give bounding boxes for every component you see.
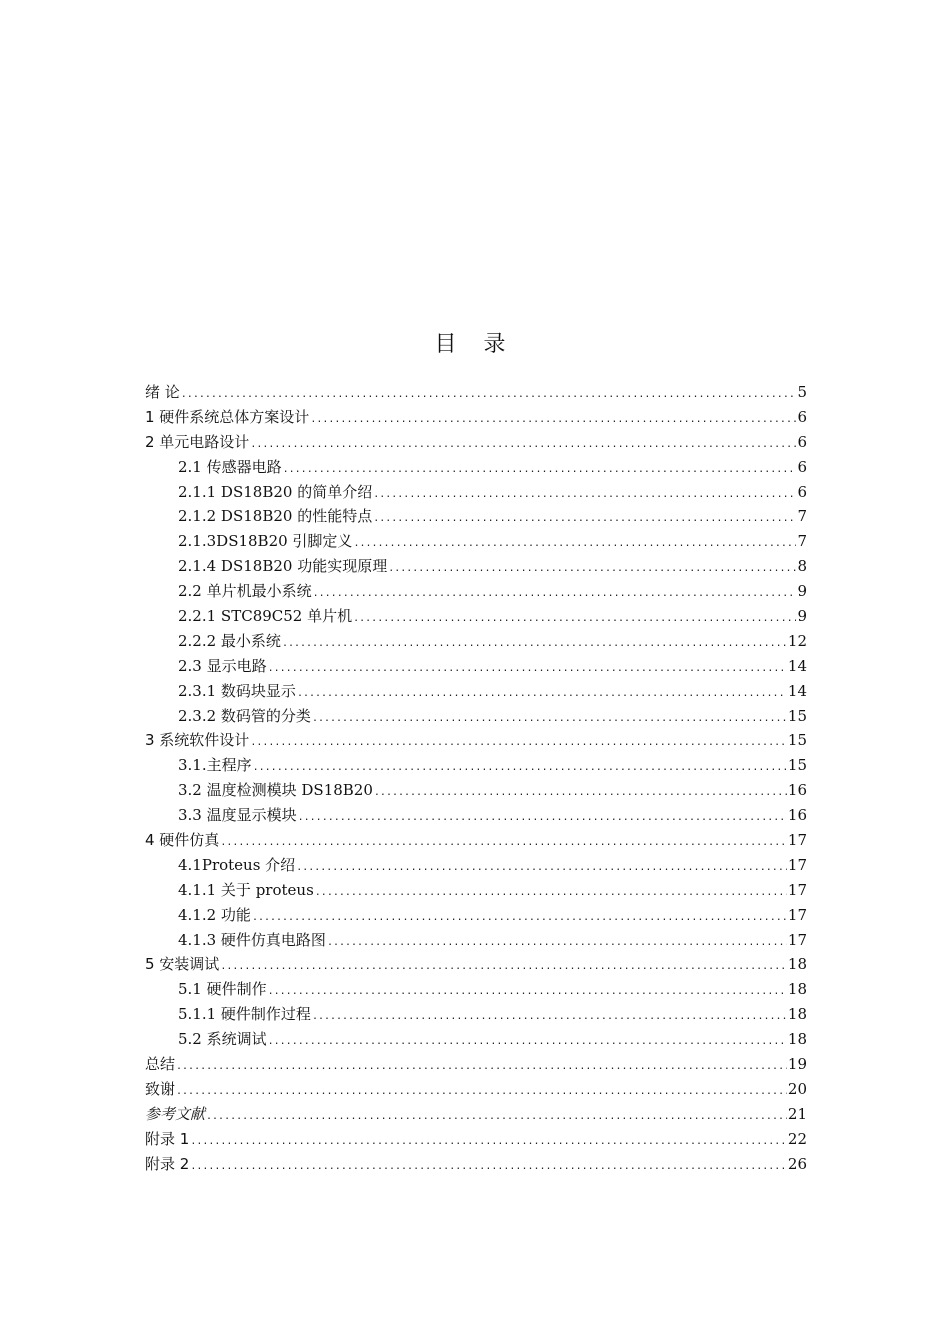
toc-entry-label: 附录 2 bbox=[145, 1154, 190, 1173]
toc-entry[interactable] bbox=[145, 654, 807, 679]
toc-entry[interactable] bbox=[145, 604, 807, 629]
table-of-contents bbox=[145, 380, 807, 1177]
toc-entry[interactable] bbox=[145, 405, 807, 430]
toc-entry[interactable] bbox=[145, 928, 807, 953]
toc-entry-label: 2.3.1 数码块显示 bbox=[178, 681, 296, 700]
toc-entry-page-number: 18 bbox=[787, 1030, 807, 1049]
toc-entry-page-number: 19 bbox=[787, 1055, 807, 1074]
toc-entry-page-number: 17 bbox=[787, 905, 807, 924]
dot-leader bbox=[190, 1155, 787, 1180]
toc-entry-page-number: 26 bbox=[787, 1154, 807, 1173]
dot-leader bbox=[220, 831, 787, 856]
dot-leader bbox=[297, 682, 787, 707]
toc-entry-label: 5 安装调试 bbox=[145, 955, 220, 974]
toc-entry[interactable] bbox=[145, 903, 807, 928]
toc-entry[interactable] bbox=[145, 803, 807, 828]
toc-entry-page-number: 6 bbox=[797, 407, 807, 426]
toc-entry-page-number: 5 bbox=[797, 383, 807, 401]
dot-leader bbox=[296, 856, 787, 881]
toc-entry-page-number: 22 bbox=[787, 1129, 807, 1148]
toc-entry[interactable] bbox=[145, 1102, 807, 1127]
toc-entry[interactable] bbox=[145, 828, 807, 853]
dot-leader bbox=[252, 906, 787, 931]
toc-entry[interactable] bbox=[145, 480, 807, 505]
dot-leader bbox=[282, 632, 787, 657]
toc-entry-page-number: 18 bbox=[787, 955, 807, 974]
dot-leader bbox=[250, 433, 796, 458]
toc-entry-label: 4.1Proteus 介绍 bbox=[178, 855, 296, 874]
toc-entry[interactable] bbox=[145, 679, 807, 704]
toc-entry-label: 2.1.2 DS18B20 的性能特点 bbox=[178, 507, 373, 526]
toc-entry-page-number: 17 bbox=[787, 880, 807, 899]
toc-title: 目 录 bbox=[434, 332, 516, 357]
dot-leader bbox=[373, 483, 796, 508]
dot-leader bbox=[313, 582, 797, 607]
toc-entry-label: 3.1.主程序 bbox=[178, 756, 252, 775]
dot-leader bbox=[374, 781, 787, 806]
toc-entry-label: 1 硬件系统总体方案设计 bbox=[145, 407, 310, 426]
toc-entry-label: 3.3 温度显示模块 bbox=[178, 806, 297, 825]
dot-leader bbox=[353, 532, 796, 557]
toc-entry[interactable] bbox=[145, 455, 807, 480]
toc-entry[interactable] bbox=[145, 380, 807, 405]
toc-entry-label: 4 硬件仿真 bbox=[145, 831, 220, 850]
toc-entry-label: 5.1.1 硬件制作过程 bbox=[178, 1005, 311, 1024]
dot-leader bbox=[373, 507, 796, 532]
dot-leader bbox=[176, 1055, 787, 1080]
dot-leader bbox=[298, 806, 787, 831]
toc-entry-label: 致谢 bbox=[145, 1079, 176, 1098]
dot-leader bbox=[220, 955, 787, 980]
toc-entry-page-number: 15 bbox=[787, 756, 807, 775]
toc-entry-label: 总结 bbox=[145, 1055, 176, 1074]
toc-entry[interactable] bbox=[145, 728, 807, 753]
dot-leader bbox=[176, 1080, 787, 1105]
toc-entry-page-number: 9 bbox=[797, 582, 807, 601]
toc-entry-page-number: 18 bbox=[787, 1005, 807, 1024]
toc-entry[interactable] bbox=[145, 554, 807, 579]
dot-leader bbox=[268, 657, 787, 682]
dot-leader bbox=[250, 731, 787, 756]
toc-entry[interactable] bbox=[145, 704, 807, 729]
dot-leader bbox=[268, 980, 787, 1005]
toc-entry-page-number: 15 bbox=[787, 706, 807, 725]
toc-entry-page-number: 6 bbox=[797, 482, 807, 501]
toc-entry-label: 2 单元电路设计 bbox=[145, 432, 250, 451]
toc-entry[interactable] bbox=[145, 778, 807, 803]
toc-entry[interactable] bbox=[145, 1127, 807, 1152]
toc-entry-label: 2.3 显示电路 bbox=[178, 656, 267, 675]
dot-leader bbox=[268, 1030, 787, 1055]
toc-entry-page-number: 16 bbox=[787, 806, 807, 825]
toc-entry-label: 2.2 单片机最小系统 bbox=[178, 582, 312, 601]
toc-entry[interactable] bbox=[145, 1002, 807, 1027]
toc-entry[interactable] bbox=[145, 1077, 807, 1102]
toc-entry-page-number: 17 bbox=[787, 930, 807, 949]
toc-entry[interactable] bbox=[145, 853, 807, 878]
toc-entry-label: 5.1 硬件制作 bbox=[178, 980, 267, 999]
toc-entry[interactable] bbox=[145, 1052, 807, 1077]
toc-entry[interactable] bbox=[145, 952, 807, 977]
toc-entry-label: 2.1.3DS18B20 引脚定义 bbox=[178, 532, 353, 551]
toc-entry[interactable] bbox=[145, 753, 807, 778]
toc-entry-page-number: 6 bbox=[797, 457, 807, 476]
dot-leader bbox=[190, 1130, 787, 1155]
dot-leader bbox=[353, 607, 796, 632]
toc-entry-page-number: 15 bbox=[787, 731, 807, 750]
toc-entry-label: 4.1.3 硬件仿真电路图 bbox=[178, 930, 326, 949]
toc-entry-label: 2.1 传感器电路 bbox=[178, 457, 282, 476]
toc-entry[interactable] bbox=[145, 878, 807, 903]
toc-entry-page-number: 8 bbox=[797, 557, 807, 576]
toc-entry-label: 2.3.2 数码管的分类 bbox=[178, 706, 311, 725]
toc-entry[interactable] bbox=[145, 504, 807, 529]
toc-entry[interactable] bbox=[145, 430, 807, 455]
toc-entry-page-number: 6 bbox=[797, 432, 807, 451]
toc-entry-page-number: 9 bbox=[797, 607, 807, 626]
toc-entry-label: 2.1.4 DS18B20 功能实现原理 bbox=[178, 557, 388, 576]
toc-entry-label: 附录 1 bbox=[145, 1129, 190, 1148]
toc-entry[interactable] bbox=[145, 1027, 807, 1052]
dot-leader bbox=[310, 408, 796, 433]
toc-entry-label: 参考文献 bbox=[145, 1104, 206, 1123]
toc-entry-label: 3 系统软件设计 bbox=[145, 731, 250, 750]
toc-entry[interactable] bbox=[145, 529, 807, 554]
toc-entry[interactable] bbox=[145, 977, 807, 1002]
toc-entry-label: 5.2 系统调试 bbox=[178, 1030, 267, 1049]
toc-entry-page-number: 14 bbox=[787, 656, 807, 675]
toc-entry[interactable] bbox=[145, 629, 807, 654]
toc-entry-page-number: 16 bbox=[787, 781, 807, 800]
toc-entry-page-number: 20 bbox=[787, 1079, 807, 1098]
dot-leader bbox=[312, 1005, 787, 1030]
toc-entry-label: 4.1.1 关于 proteus bbox=[178, 880, 314, 899]
dot-leader bbox=[315, 881, 787, 906]
toc-entry-page-number: 14 bbox=[787, 681, 807, 700]
toc-entry[interactable] bbox=[145, 579, 807, 604]
toc-entry-label: 2.1.1 DS18B20 的简单介绍 bbox=[178, 482, 373, 501]
toc-entry[interactable] bbox=[145, 1152, 807, 1177]
toc-entry-label: 绪 论 bbox=[145, 383, 180, 401]
toc-entry-label: 2.2.2 最小系统 bbox=[178, 631, 281, 650]
toc-entry-label: 3.2 温度检测模块 DS18B20 bbox=[178, 781, 373, 800]
toc-entry-page-number: 12 bbox=[787, 631, 807, 650]
toc-entry-label: 2.2.1 STC89C52 单片机 bbox=[178, 607, 353, 626]
toc-entry-page-number: 18 bbox=[787, 980, 807, 999]
dot-leader bbox=[327, 931, 787, 956]
toc-entry-page-number: 21 bbox=[787, 1104, 807, 1123]
toc-entry-label: 4.1.2 功能 bbox=[178, 905, 251, 924]
dot-leader bbox=[388, 557, 796, 582]
toc-entry-page-number: 7 bbox=[797, 507, 807, 526]
toc-entry-page-number: 17 bbox=[787, 855, 807, 874]
dot-leader bbox=[206, 1105, 787, 1130]
toc-entry-page-number: 7 bbox=[797, 532, 807, 551]
dot-leader bbox=[312, 707, 787, 732]
toc-entry-page-number: 17 bbox=[787, 831, 807, 850]
